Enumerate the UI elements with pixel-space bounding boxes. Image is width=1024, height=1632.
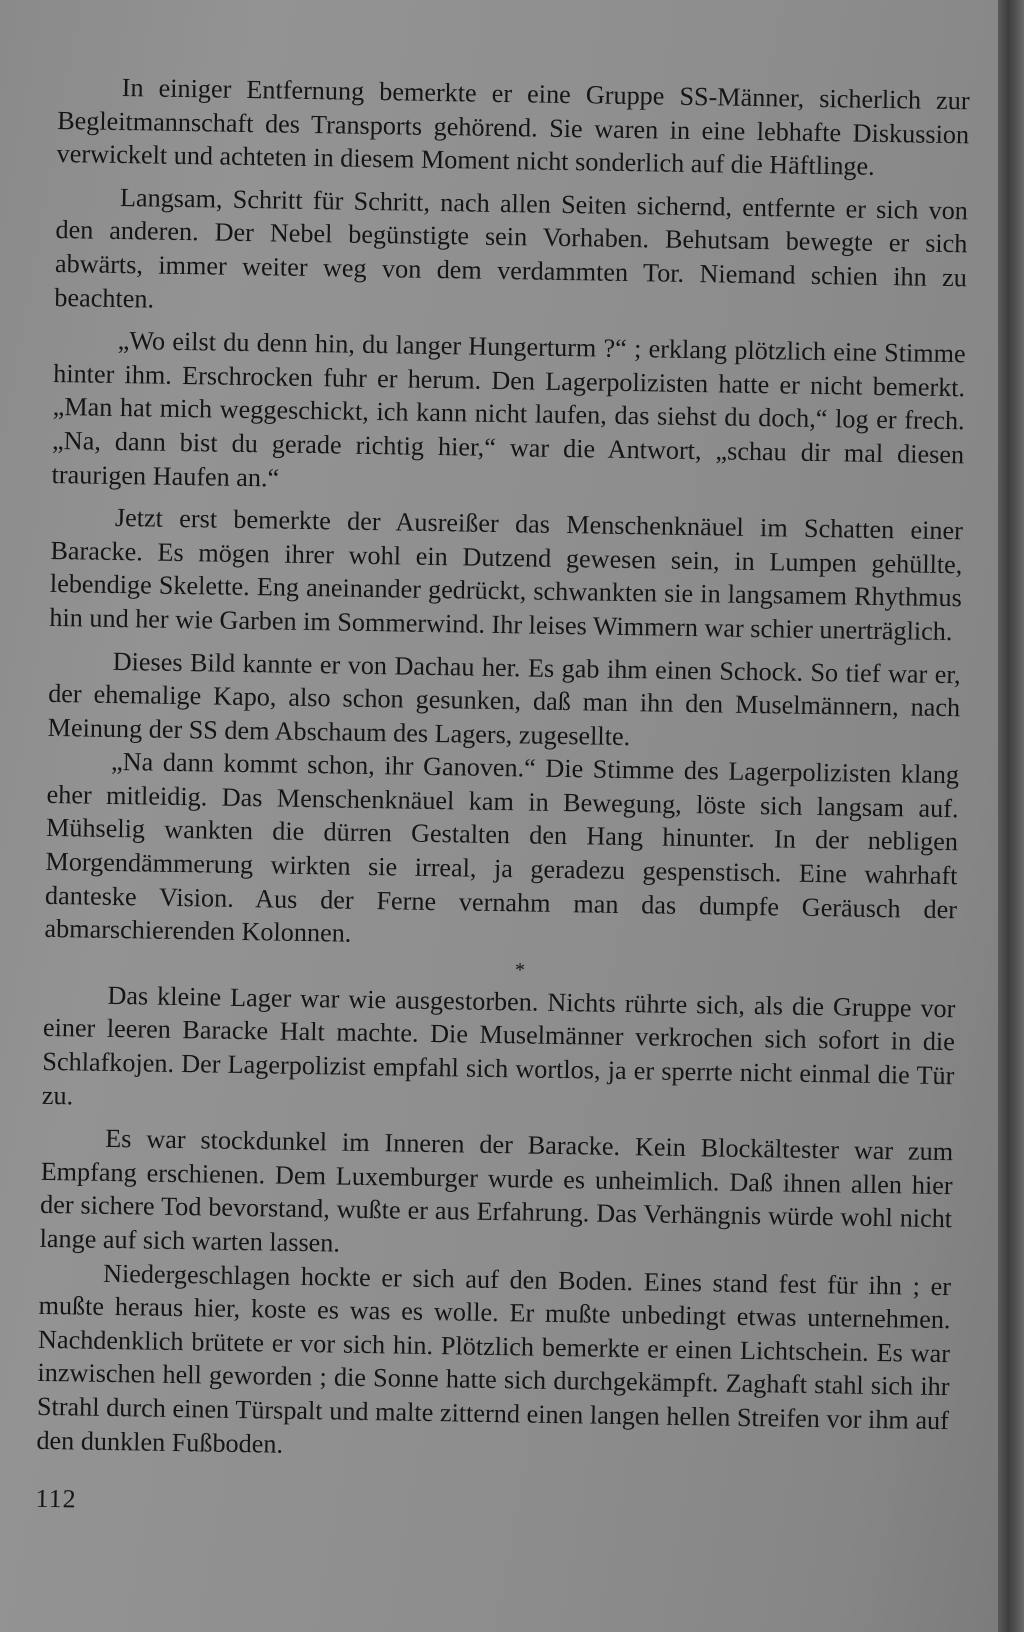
paragraph-5: Dieses Bild kannte er von Dachau her. Es gab ihm einen Schock. So tief war er, der ehemalige Kapo, also schon gesunken, daß man ihn den Muselmännern, nach Meinung der SS dem Abschaum des Lagers, zugesellte. — [47, 646, 961, 751]
paragraph-7: Das kleine Lager war wie ausgestorben. Nichts rührte sich, als die Gruppe vor einer leeren Baracke Halt machte. Die Muselmänner verkrochen sich sofort in die Schlafkojen. Der Lagerpolizist empfahl sich wortlos, ja er sperrte nicht einmal die Tür zu. — [41, 980, 956, 1110]
paragraph-6: „Na dann kommt schon, ihr Ganoven.“ Die Stimme des Lagerpolizisten klang eher mitleidig. Das Menschenknäuel kam in Bewegung, löste sich langsam auf. Mühselig wankten die dürren Gestalten den Hang hinunter. In der nebligen Morgendämmerung wirkten sie irreal, ja geradezu gespenstisch. Eine wahrhaft danteske Vision. Aus der Ferne vernahm man das dumpfe Geräusch der abmarschierenden Kolonnen. — [44, 747, 960, 948]
book-page — [34, 70, 969, 1584]
book-page-edge — [998, 0, 1024, 1632]
paragraph-8: Es war stockdunkel im Inneren der Baracke. Kein Blockältester war zum Empfang erschienen. Dem Luxemburger wurde es unheimlich. Daß ihnen allen hier der sichere Tod bevorstand, wußte er aus Erfahrung. Das Verhängnis würde wohl nicht lange auf sich warten lassen. — [39, 1124, 954, 1258]
section-break-ornament: * — [514, 959, 526, 982]
paragraph-9: Niedergeschlagen hockte er sich auf den Boden. Eines stand fest für ihn ; er mußte heraus hier, koste es was es wolle. Er mußte unbedingt etwas unternehmen. Nachdenklich brütete er vor sich hin. Plötzlich bemerkte er einen Lichtschein. Es war inzwischen hell geworden ; die Sonne hatte sich durchgekämpft. Zaghaft stahl sich ihr Strahl durch einen Türspalt und malte zitternd einen langen hellen Streifen vor ihm auf den dunklen Fußboden. — [36, 1258, 952, 1459]
paragraph-3: „Wo eilst du denn hin, du langer Hungerturm ?“ ; erklang plötzlich eine Stimme hinter ihm. Erschrocken fuhr er herum. Den Lagerpolizisten hatte er nicht bemerkt. „Man hat mich weggeschickt, ich kann nicht laufen, das siehst du doch,“ log er frech. „Na, dann bist du gerade richtig hier,“ war die Antwort, „schau dir mal diesen traurigen Haufen an.“ — [51, 326, 966, 493]
paragraph-1: In einiger Entfernung bemerkte er eine Gruppe SS-Männer, sicherlich zur Begleitmannschaft des Transports gehörend. Sie waren in eine lebhafte Diskussion verwickelt und achteten in diesem Moment nicht sonderlich auf die Häftlinge. — [56, 73, 970, 182]
page-number: 112 — [35, 1483, 77, 1514]
paragraph-4: Jetzt erst bemerkte der Ausreißer das Menschenknäuel im Schatten einer Baracke. Es mögen ihrer wohl ein Dutzend gewesen sein, in Lumpen gehüllte, lebendige Skelette. Eng aneinander gedrückt, schwankten sie in langsamem Rhythmus hin und her wie Garben im Sommerwind. Ihr leises Wimmern war schier unerträglich. — [49, 503, 964, 647]
paragraph-2: Langsam, Schritt für Schritt, nach allen Seiten sichernd, entfernte er sich von den anderen. Der Nebel begünstigte sein Vorhaben. Behutsam bewegte er sich abwärts, immer weiter weg von dem verdammten Tor. Niemand schien ihn zu beachten. — [54, 182, 969, 314]
